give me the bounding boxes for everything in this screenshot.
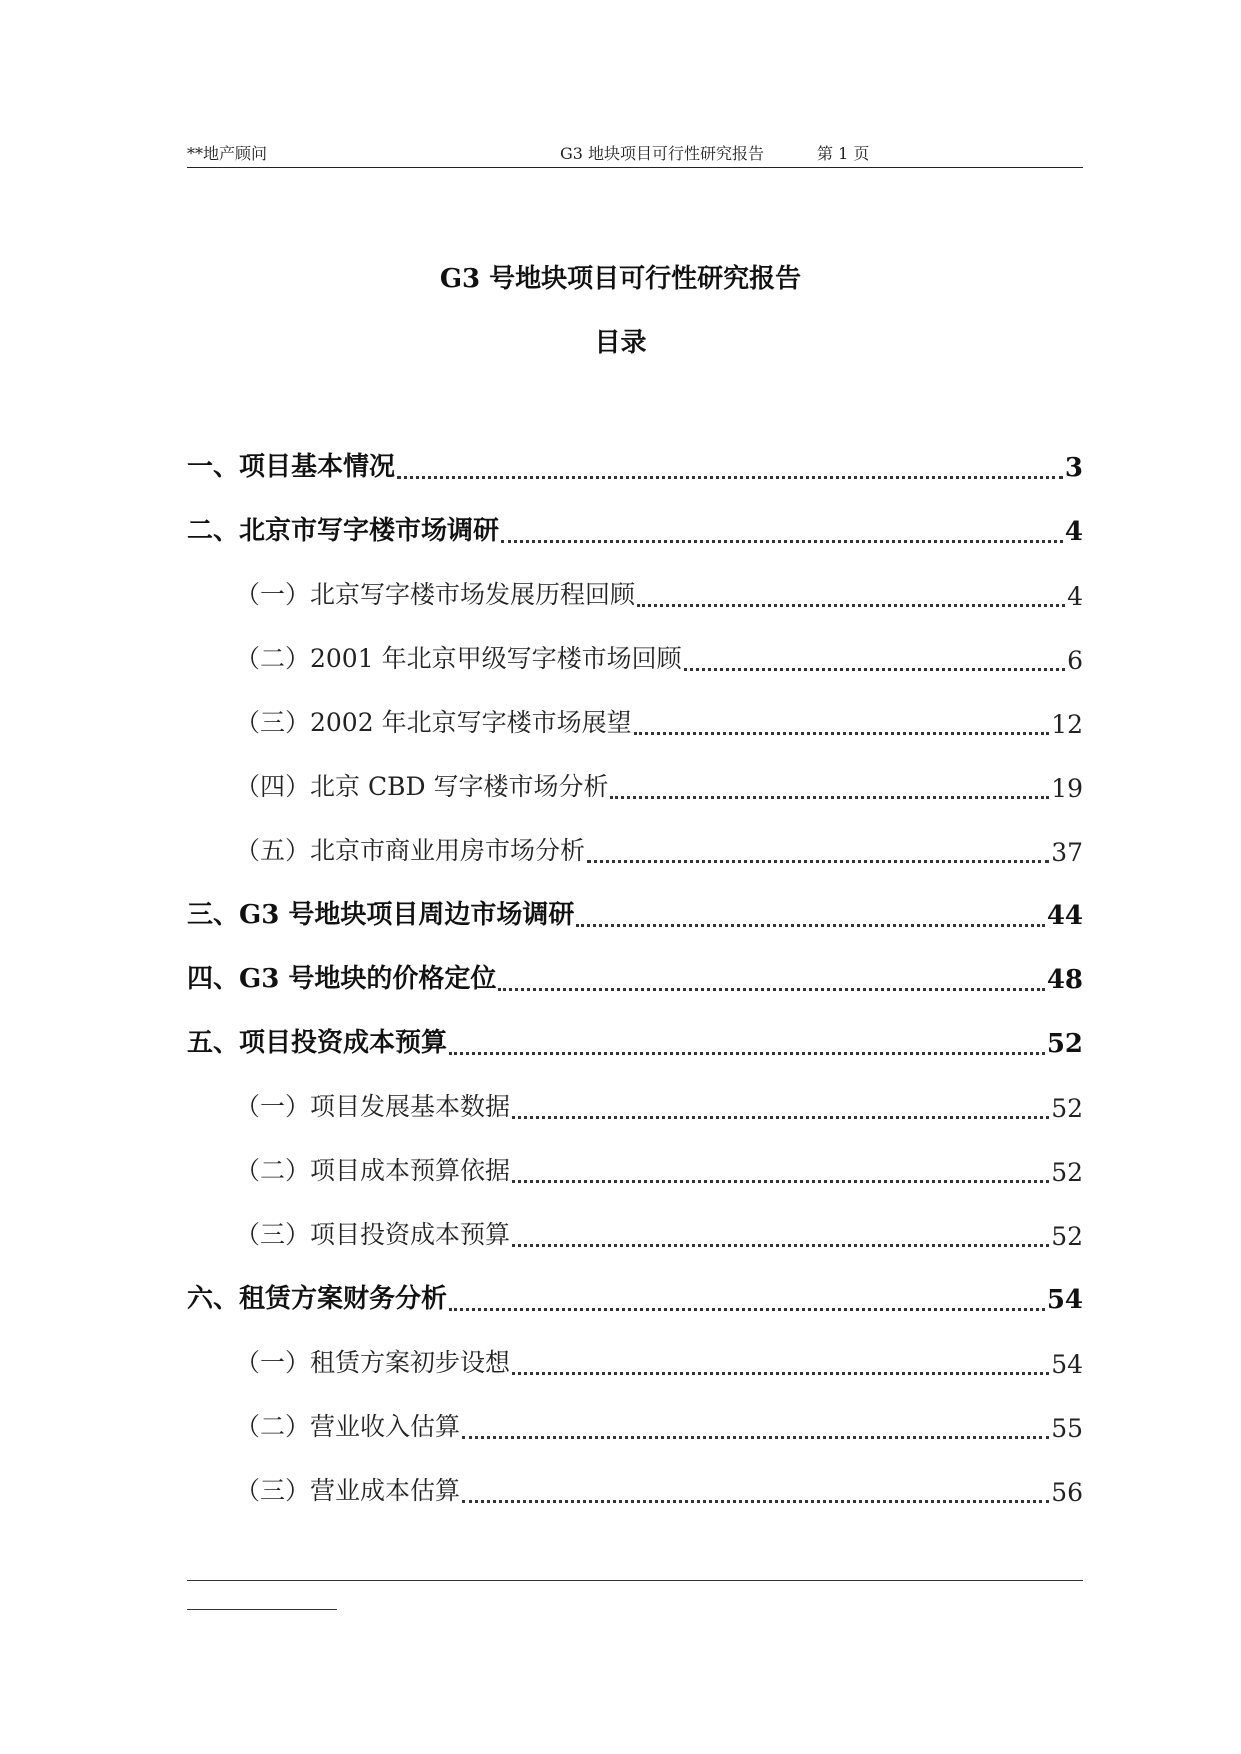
toc-entry[interactable] [187,1275,1083,1315]
toc-entry-page: 52 [1051,1158,1083,1187]
toc-entry-label: 六、租赁方案财务分析 [187,1284,448,1314]
toc-entry-label: （一）项目发展基本数据 [235,1092,511,1121]
toc-entry-page: 6 [1067,646,1083,675]
toc-entry-page: 19 [1051,774,1083,803]
toc-entry[interactable] [187,699,1083,739]
dot-leader [512,1346,1049,1375]
dot-leader [684,642,1066,671]
toc-entry[interactable] [187,1339,1083,1379]
toc-entry-label: （四）北京 CBD 写字楼市场分析 [235,772,609,801]
toc-entry-label: （一）租赁方案初步设想 [235,1348,511,1377]
dot-leader [512,1154,1049,1183]
toc-entry-page: 52 [1046,1029,1083,1059]
dot-leader [462,1410,1049,1439]
toc-entry-page: 54 [1051,1350,1083,1379]
dot-leader [634,706,1050,735]
toc-entry-label: （三）项目投资成本预算 [235,1220,511,1249]
toc-entry-page: 37 [1051,838,1083,867]
toc-entry-label: 三、G3 号地块项目周边市场调研 [187,900,575,930]
dot-leader [449,1282,1045,1311]
toc-entry[interactable] [187,1147,1083,1187]
header-page-number: 第 1 页 [817,144,870,163]
dot-leader [576,898,1044,927]
toc-entry-label: （二）2001 年北京甲级写字楼市场回顾 [235,644,682,673]
toc-entry-page: 54 [1046,1285,1083,1315]
dot-leader [462,1474,1049,1503]
toc-entry[interactable] [187,443,1083,483]
toc-entry[interactable] [187,955,1083,995]
footer-rule-line-short [187,1609,337,1610]
toc-entry[interactable] [187,827,1083,867]
header-report-title: G3 地块项目可行性研究报告 [560,144,765,163]
toc-entry-label: 四、G3 号地块的价格定位 [187,964,497,994]
table-of-contents [187,0,1083,1754]
toc-entry-label: 一、项目基本情况 [187,452,396,482]
document-title: G3 号地块项目可行性研究报告 [439,264,802,294]
toc-entry-label: （二）项目成本预算依据 [235,1156,511,1185]
toc-entry[interactable] [187,507,1083,547]
toc-entry-page: 48 [1046,965,1083,995]
toc-entry-page: 3 [1064,453,1083,483]
dot-leader [512,1218,1049,1247]
toc-entry[interactable] [187,763,1083,803]
dot-leader [501,514,1063,543]
toc-heading: 目录 [594,328,647,358]
toc-entry-label: （一）北京写字楼市场发展历程回顾 [235,580,636,609]
header-company: **地产顾问 [187,144,268,163]
toc-entry[interactable] [187,571,1083,611]
dot-leader [587,834,1049,863]
dot-leader [637,578,1065,607]
footer-rule-line [187,1580,1083,1581]
toc-entry-page: 12 [1051,710,1083,739]
toc-entry-label: （三）2002 年北京写字楼市场展望 [235,708,632,737]
toc-entry-label: 五、项目投资成本预算 [187,1028,448,1058]
toc-entry-page: 55 [1051,1414,1083,1443]
toc-entry[interactable] [187,1467,1083,1507]
toc-entry-page: 4 [1064,517,1083,547]
toc-entry-label: （三）营业成本估算 [235,1476,461,1505]
dot-leader [498,962,1044,991]
toc-entry-page: 52 [1051,1222,1083,1251]
toc-entry-page: 56 [1051,1478,1083,1507]
toc-entry[interactable] [187,1403,1083,1443]
toc-entry-page: 44 [1046,901,1083,931]
toc-entry-label: 二、北京市写字楼市场调研 [187,516,500,546]
toc-entry-label: （五）北京市商业用房市场分析 [235,836,586,865]
toc-entry[interactable] [187,635,1083,675]
toc-entry-page: 52 [1051,1094,1083,1123]
toc-entry-label: （二）营业收入估算 [235,1412,461,1441]
toc-entry[interactable] [187,1083,1083,1123]
dot-leader [397,450,1063,479]
dot-leader [449,1026,1045,1055]
toc-entry[interactable] [187,1211,1083,1251]
dot-leader [610,770,1049,799]
dot-leader [512,1090,1049,1119]
toc-entry[interactable] [187,891,1083,931]
toc-entry[interactable] [187,1019,1083,1059]
toc-entry-page: 4 [1067,582,1083,611]
